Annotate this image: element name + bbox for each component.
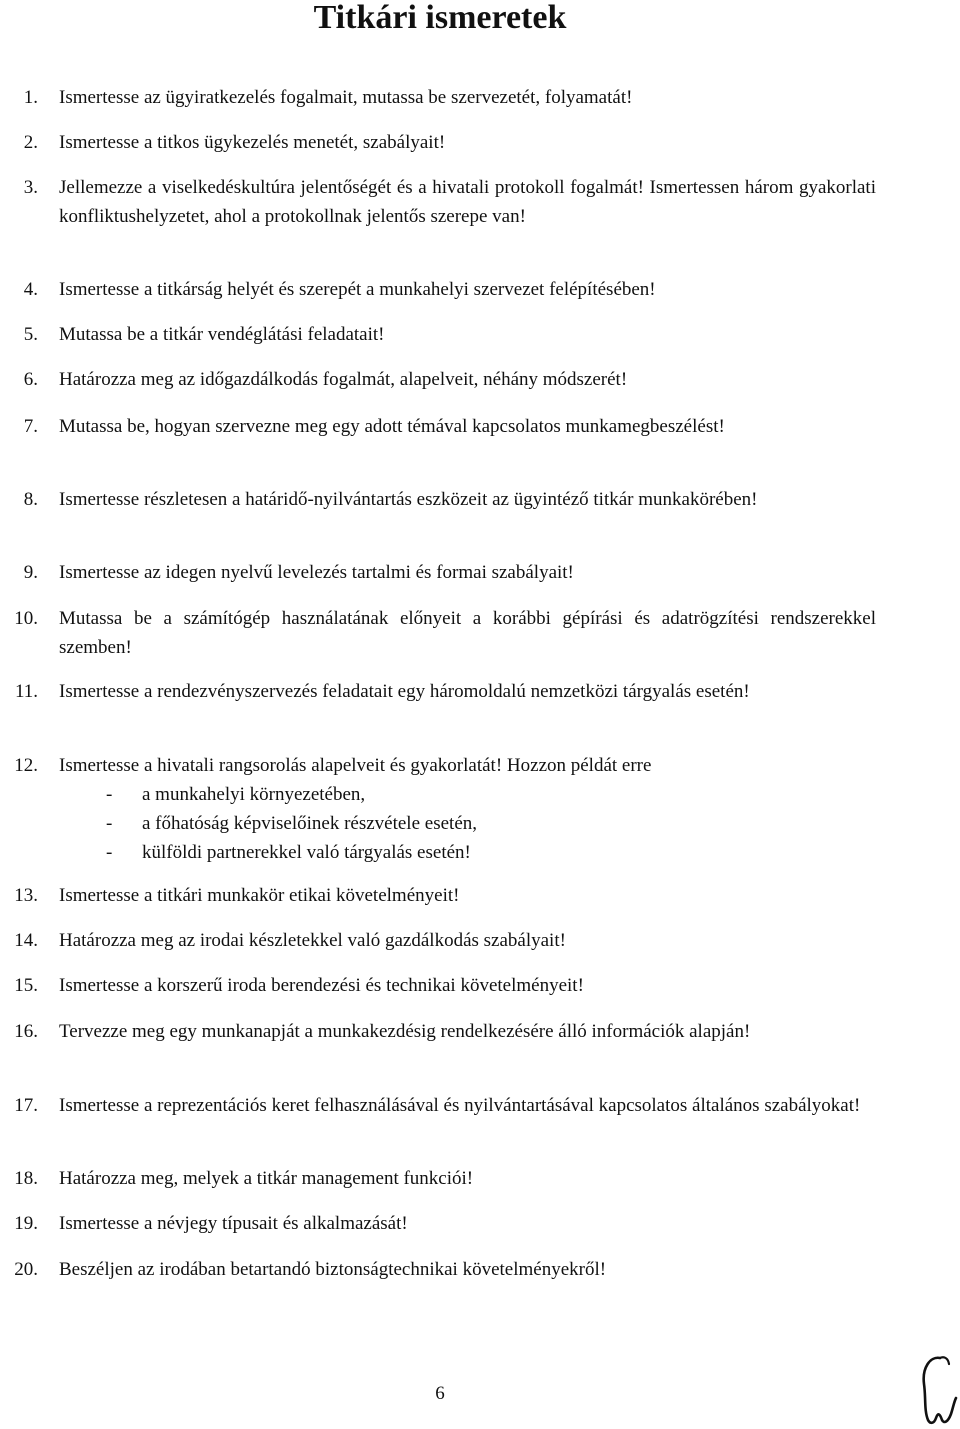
question-text: Ismertesse a titkári munkakör etikai követelményeit!: [59, 885, 460, 906]
sub-list-item: [106, 780, 706, 809]
question-text: Mutassa be, hogyan szervezne meg egy adott témával kapcsolatos munkamegbeszélést!: [59, 416, 725, 437]
question-number: 20.: [14, 1259, 38, 1280]
question-number: 4.: [23, 279, 38, 300]
sub-list-dash: -: [106, 784, 113, 805]
sub-list-item: [106, 838, 706, 867]
question-text: Ismertesse a hivatali rangsorolás alapelveit és gyakorlatát! Hozzon példát erre: [59, 755, 652, 776]
sub-list-text: a főhatóság képviselőinek részvétele esetén,: [142, 813, 477, 834]
sub-list-text: a munkahelyi környezetében,: [142, 784, 366, 805]
question-text: Ismertesse a korszerű iroda berendezési és technikai követelményeit!: [59, 975, 584, 996]
question-number: 1.: [23, 87, 38, 108]
question-text: Tervezze meg egy munkanapját a munkakezdésig rendelkezésére álló információk alapján!: [59, 1021, 751, 1042]
question-number: 17.: [14, 1095, 38, 1116]
question-number: 18.: [14, 1168, 38, 1189]
question-number: 12.: [14, 755, 38, 776]
question-number: 15.: [14, 975, 38, 996]
question-text: Ismertesse a névjegy típusait és alkalmazását!: [59, 1213, 408, 1234]
question-number: 13.: [14, 885, 38, 906]
question-number: 10.: [14, 608, 38, 629]
sub-list-item: [106, 809, 706, 838]
question-number: 9.: [23, 562, 38, 583]
page-title: Titkári ismeretek: [313, 0, 567, 36]
question-text: Mutassa be a számítógép használatának előnyeit a korábbi gépírási és adatrögzítési rendszerekkel szemben!: [59, 608, 876, 658]
question-text: Ismertesse az ügyiratkezelés fogalmait, mutassa be szervezetét, folyamatát!: [59, 87, 633, 108]
question-text: Határozza meg az irodai készletekkel való gazdálkodás szabályait!: [59, 930, 566, 951]
sub-list-dash: -: [106, 842, 113, 863]
sub-list: [106, 780, 706, 867]
question-text: Beszéljen az irodában betartandó biztonságtechnikai követelményekről!: [59, 1259, 607, 1280]
question-text: Ismertesse a rendezvényszervezés feladatait egy háromoldalú nemzetközi tárgyalás esetén!: [59, 681, 750, 702]
question-text: Határozza meg az időgazdálkodás fogalmát, alapelveit, néhány módszerét!: [59, 369, 628, 390]
question-text: Ismertesse az idegen nyelvű levelezés tartalmi és formai szabályait!: [59, 562, 574, 583]
question-number: 5.: [23, 324, 38, 345]
sub-list-text: külföldi partnerekkel való tárgyalás esetén!: [142, 842, 471, 863]
question-text: Mutassa be a titkár vendéglátási feladatait!: [59, 324, 385, 345]
page-number: 6: [435, 1383, 445, 1404]
question-number: 11.: [14, 681, 38, 702]
question-text: Határozza meg, melyek a titkár management funkciói!: [59, 1168, 474, 1189]
question-number: 8.: [23, 489, 38, 510]
question-number: 2.: [23, 132, 38, 153]
question-text: Ismertesse a titkárság helyét és szerepét a munkahelyi szervezet felépítésében!: [59, 279, 656, 300]
question-text: Ismertesse a titkos ügykezelés menetét, szabályait!: [59, 132, 446, 153]
sub-list-dash: -: [106, 813, 113, 834]
question-text: Ismertesse részletesen a határidő-nyilvántartás eszközeit az ügyintéző titkár munkakörében!: [59, 489, 758, 510]
question-number: 19.: [14, 1213, 38, 1234]
question-text: Jellemezze a viselkedéskultúra jelentőségét és a hivatali protokoll fogalmát! Ismertessen három gyakorlati konfliktushelyzetet, ahol a protokollnak jelentős szerepe van!: [59, 177, 876, 227]
question-number: 3.: [23, 177, 38, 198]
question-text: Ismertesse a reprezentációs keret felhasználásával és nyilvántartásával kapcsolatos általános szabályokat!: [59, 1095, 861, 1116]
question-number: 14.: [14, 930, 38, 951]
question-number: 7.: [23, 416, 38, 437]
signature-mark: [918, 1352, 958, 1426]
question-number: 6.: [23, 369, 38, 390]
question-number: 16.: [14, 1021, 38, 1042]
